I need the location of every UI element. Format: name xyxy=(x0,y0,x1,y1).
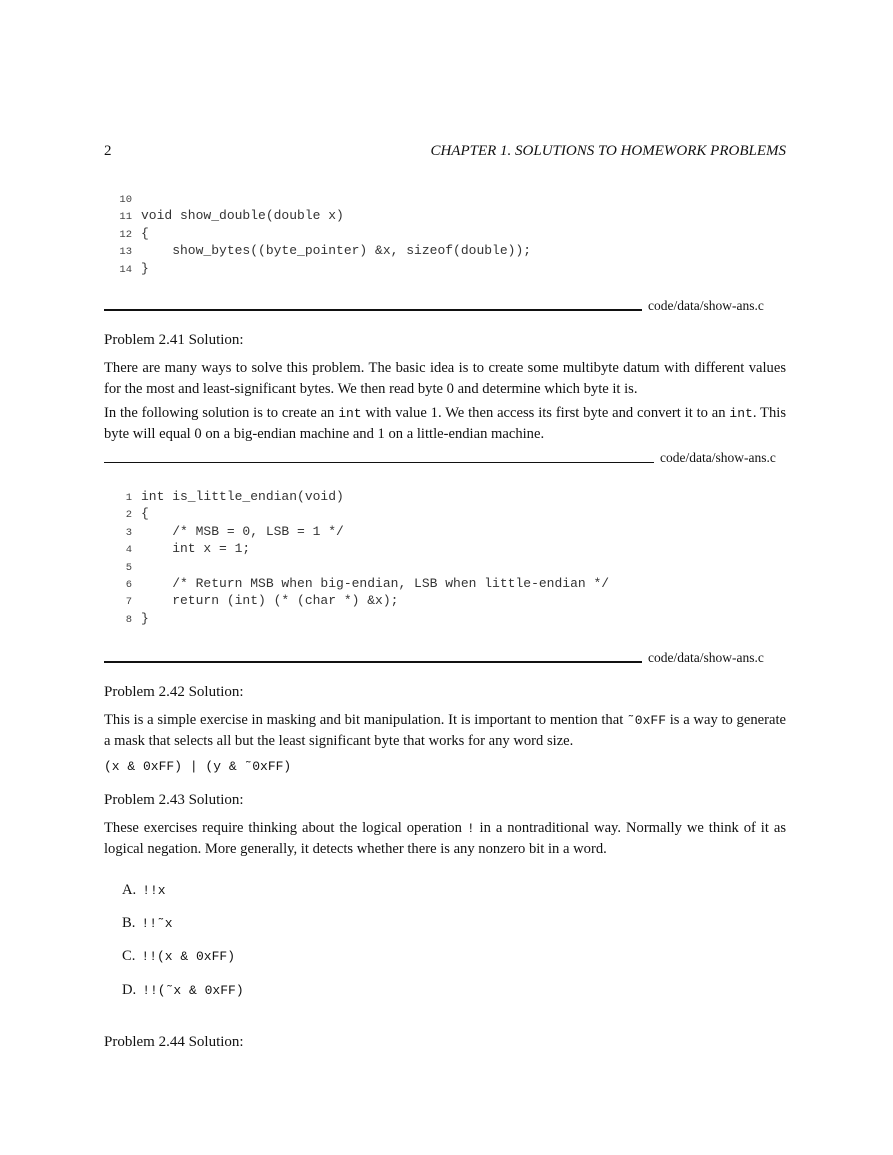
list-label: A. xyxy=(122,882,137,898)
running-head: CHAPTER 1. SOLUTIONS TO HOMEWORK PROBLEMS xyxy=(430,143,786,159)
line-number: 7 xyxy=(125,596,132,609)
paragraph xyxy=(104,403,786,445)
inline-code: int xyxy=(729,406,753,421)
page-number: 2 xyxy=(104,143,112,159)
code-line xyxy=(104,540,609,557)
list-label: C. xyxy=(122,948,136,964)
code-text: void show_double(double x) xyxy=(141,208,344,224)
code-text: int is_little_endian(void) xyxy=(141,489,344,504)
problem-title: Problem 2.42 Solution: xyxy=(104,684,244,700)
problem-title: Problem 2.44 Solution: xyxy=(104,1034,244,1050)
list-item xyxy=(122,982,244,999)
text-run: In the following solution is to create an xyxy=(104,405,339,421)
code-text: /* Return MSB when big-endian, LSB when little-endian */ xyxy=(141,575,610,591)
inline-code: int xyxy=(338,406,362,421)
list-item xyxy=(122,882,166,899)
text-run: is a way to generate a mask that selects all but the least significant byte that works for any word size. xyxy=(104,712,786,749)
list-label: D. xyxy=(122,982,137,998)
code-line xyxy=(104,505,609,522)
expression: (x & 0xFF) | (y & ˜0xFF) xyxy=(104,759,292,774)
paragraph xyxy=(104,710,786,752)
code-text: int x = 1; xyxy=(141,541,251,557)
paragraph: There are many ways to solve this problem. The basic idea is to create some multibyte datum with different values for the most and least-significant bytes. We then read byte 0 and determine which byte it is. xyxy=(104,360,786,397)
text-run: These exercises require thinking about the logical operation xyxy=(104,820,467,836)
text-run: . This byte will equal 0 on a big-endian machine and 1 on a little-endian machine. xyxy=(104,405,786,442)
line-number: 4 xyxy=(125,544,132,557)
line-number: 14 xyxy=(119,263,132,276)
code-end-rule xyxy=(104,309,642,311)
problem-title: Problem 2.43 Solution: xyxy=(104,792,244,808)
code-text: show_bytes((byte_pointer) &x, sizeof(double)); xyxy=(141,243,532,259)
text-run: with value 1. We then access its first byte and convert it to an xyxy=(361,405,730,421)
list-code: !!(x & 0xFF) xyxy=(141,949,236,964)
line-number: 8 xyxy=(125,613,132,626)
code-start-rule xyxy=(104,462,654,463)
code-file-label: code/data/show-ans.c xyxy=(660,450,776,465)
code-text: /* MSB = 0, LSB = 1 */ xyxy=(141,523,344,539)
line-number: 10 xyxy=(119,194,132,206)
line-number: 11 xyxy=(119,211,132,224)
code-text: return (int) (* (char *) &x); xyxy=(141,593,399,609)
line-number: 12 xyxy=(119,228,132,241)
code-text: } xyxy=(141,610,149,626)
code-block-show-double xyxy=(104,190,531,277)
list-item xyxy=(122,915,173,932)
line-number: 6 xyxy=(125,578,132,591)
inline-code: ! xyxy=(466,821,475,836)
code-line xyxy=(104,260,531,277)
code-line xyxy=(104,523,609,540)
code-line xyxy=(104,488,609,505)
code-line xyxy=(104,592,609,609)
line-number: 3 xyxy=(125,526,132,539)
code-text: { xyxy=(141,225,149,241)
code-line xyxy=(104,558,609,575)
line-number: 5 xyxy=(125,561,132,574)
code-text: } xyxy=(141,260,149,276)
text-run: in a nontraditional way. Normally we think of it as logical negation. More generally, it detects whether there is any nonzero bit in a word. xyxy=(104,820,786,857)
code-line xyxy=(104,610,609,627)
list-item xyxy=(122,948,235,965)
code-end-rule xyxy=(104,661,642,663)
list-label: B. xyxy=(122,915,136,931)
line-number: 1 xyxy=(125,492,132,504)
code-file-label: code/data/show-ans.c xyxy=(648,650,764,665)
line-number: 13 xyxy=(119,246,132,259)
inline-code: ˜0xFF xyxy=(627,713,667,728)
paragraph xyxy=(104,818,786,860)
code-file-label: code/data/show-ans.c xyxy=(648,298,764,313)
list-code: !!(˜x & 0xFF) xyxy=(142,983,244,998)
code-line xyxy=(104,575,609,592)
code-line xyxy=(104,225,531,242)
code-text: { xyxy=(141,506,149,522)
list-code: !!˜x xyxy=(141,916,173,931)
problem-title: Problem 2.41 Solution: xyxy=(104,332,244,348)
code-block-is-little-endian xyxy=(104,488,609,627)
list-code: !!x xyxy=(142,883,166,898)
line-number: 2 xyxy=(125,509,132,522)
code-line xyxy=(104,190,531,207)
text-run: This is a simple exercise in masking and bit manipulation. It is important to mention that xyxy=(104,712,627,728)
code-line xyxy=(104,242,531,259)
code-line xyxy=(104,207,531,224)
